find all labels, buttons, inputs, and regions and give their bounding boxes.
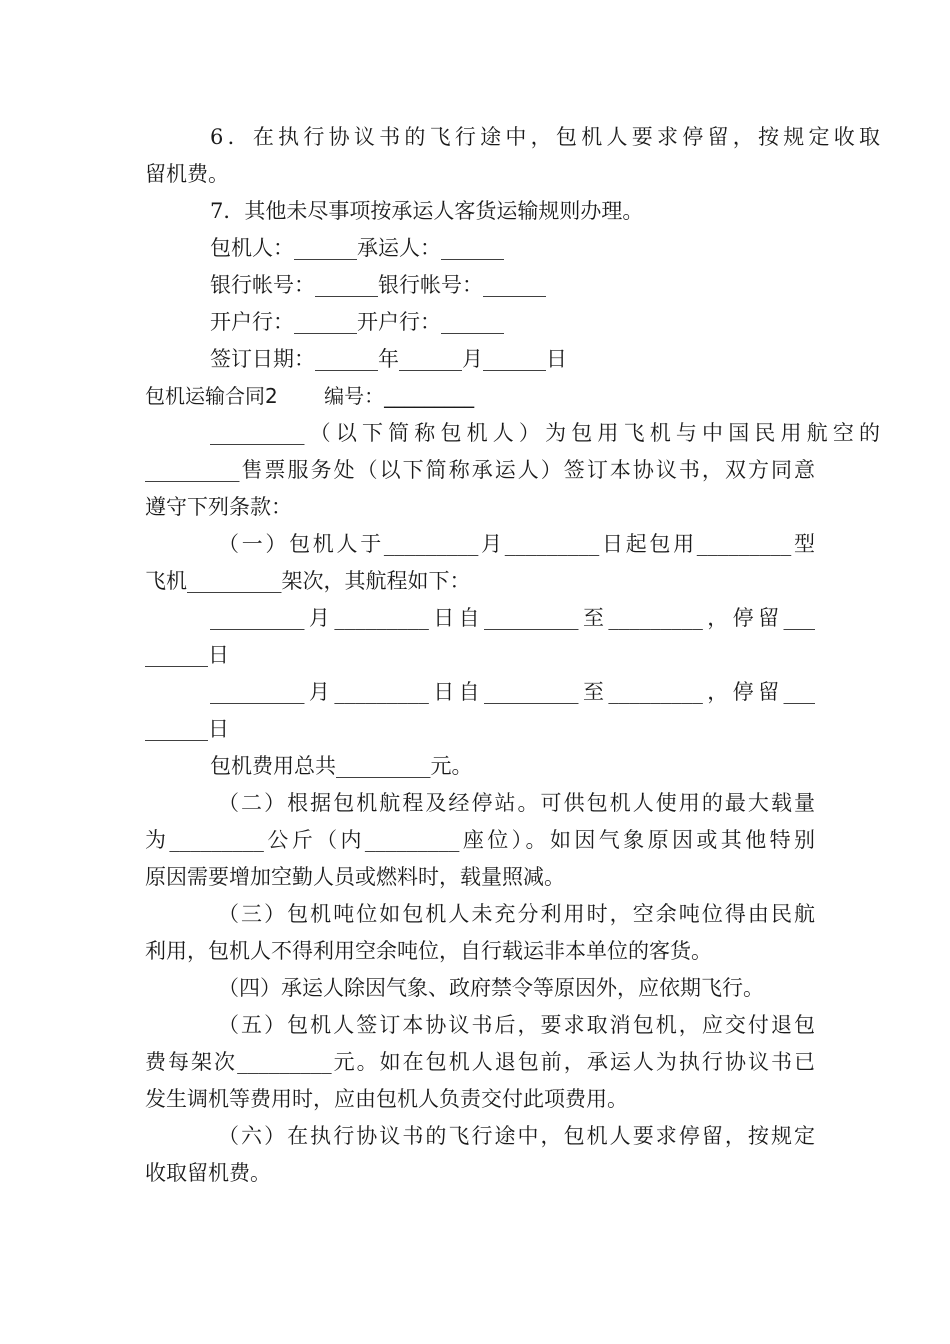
bank-name-line: 开户行：______开户行：______: [210, 310, 504, 334]
route-2-line-2: ______日: [145, 717, 229, 741]
intro-line-1: _________（以下简称包机人）为包用飞机与中国民用航空的: [210, 421, 880, 445]
article-1-line-2: 飞机_________架次，其航程如下：: [145, 569, 471, 593]
article-5-line-2: 费每架次_________元。如在包机人退包前，承运人为执行协议书已: [145, 1050, 815, 1074]
article-3-line-2: 利用，包机人不得利用空余吨位，自行载运非本单位的客货。: [145, 939, 712, 963]
route-2-line-1: _________月_________日自_________至_________，停留___: [210, 680, 815, 704]
charterer-carrier-line: 包机人：______承运人：______: [210, 236, 504, 260]
article-6-line-1: （六）在执行协议书的飞行途中，包机人要求停留，按规定: [218, 1124, 815, 1148]
article-1-line-1: （一）包机人于_________月_________日起包用_________型: [218, 532, 815, 556]
article-5-line-1: （五）包机人签订本协议书后，要求取消包机，应交付退包: [218, 1013, 815, 1037]
route-1-line-1: _________月_________日自_________至_________，停留___: [210, 606, 815, 630]
article-2-line-3: 原因需要增加空勤人员或燃料时，载量照减。: [145, 865, 565, 889]
clause-6-line-2: 留机费。: [145, 162, 229, 186]
article-5-line-3: 发生调机等费用时，应由包机人负责交付此项费用。: [145, 1087, 628, 1111]
intro-line-3: 遵守下列条款：: [145, 495, 292, 519]
article-4: （四）承运人除因气象、政府禁令等原因外，应依期飞行。: [218, 976, 764, 1000]
bank-account-line: 银行帐号：______银行帐号：______: [210, 273, 546, 297]
article-2-line-1: （二）根据包机航程及经停站。可供包机人使用的最大载量: [218, 791, 815, 815]
article-6-line-2: 收取留机费。: [145, 1161, 271, 1185]
article-3-line-1: （三）包机吨位如包机人未充分利用时，空余吨位得由民航: [218, 902, 815, 926]
signing-date-line: 签订日期：______年______月______日: [210, 347, 567, 371]
route-1-line-2: ______日: [145, 643, 229, 667]
clause-6-line-1: 6．在执行协议书的飞行途中，包机人要求停留，按规定收取: [210, 125, 880, 149]
contract-title: 包机运输合同2 编号：_________: [145, 384, 475, 408]
intro-line-2: _________售票服务处（以下简称承运人）签订本协议书，双方同意: [145, 458, 815, 482]
clause-7: 7．其他未尽事项按承运人客货运输规则办理。: [210, 199, 644, 223]
total-fee-line: 包机费用总共_________元。: [210, 754, 473, 778]
article-2-line-2: 为_________公斤（内_________座位）。如因气象原因或其他特别: [145, 828, 815, 852]
